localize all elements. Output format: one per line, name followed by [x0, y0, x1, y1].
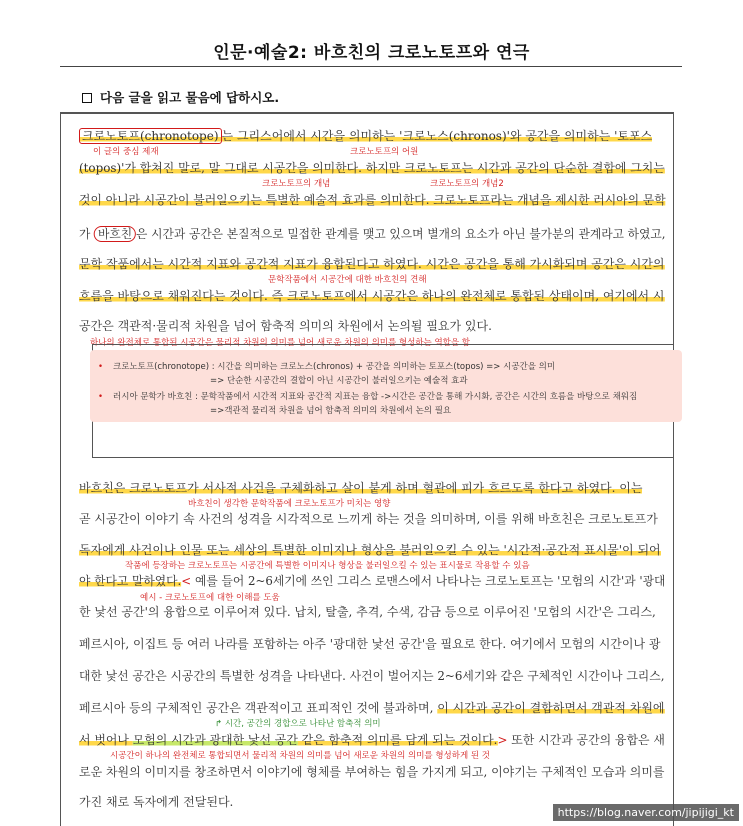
passage-line: 한 낯선 공간'의 융합으로 이루어져 있다. 납치, 탈출, 추격, 수색, 감금 등으로 이루어진 '모험의 시간'은 그리스, [79, 605, 656, 619]
annotation: 크로노토프의 어원 [350, 147, 419, 157]
passage-line: 바흐친은 크로노토프가 서사적 사건을 구체화하고 살이 붙게 하며 혈관에 피가 흐르도록 한다고 하였다. 이는 [79, 481, 643, 495]
term-chronotope: 크로노토프(chronotope) [79, 128, 222, 144]
annotation: ↱ 시간, 공간의 경합으로 나타난 함축적 의미 [215, 719, 381, 729]
passage-line: 로운 차원의 이미지를 창조하면서 이야기에 형체를 부여하는 힘을 가지게 되고, 이야기는 구체적인 모습과 의미를 [79, 765, 665, 779]
instruction [82, 88, 279, 106]
passage-line: 독자에게 사건이나 인물 또는 세상의 특별한 이미지나 형상을 불러일으킬 수 있는 '시간적·공간적 표시물'이 되어 [79, 543, 661, 557]
passage-line: 페르시아 등의 구체적인 공간은 객관적이고 표피적인 것에 불과하며, 이 시간과 공간이 결합하면서 객관적 차원에 [79, 701, 665, 715]
passage-line: 가 바흐친 은 시간과 공간은 본질적으로 밀접한 관계를 맺고 있으며 별개의 요소가 아닌 불가분의 관계라고 하였고, [79, 227, 666, 241]
instruction-text: 다음 글을 읽고 물음에 답하시오. [100, 90, 280, 105]
source-credit: https://blog.naver.com/jipijigi_kt [553, 804, 739, 821]
passage-line: 크로노토프(chronotope) 는 그리스어에서 시간을 의미하는 '크로노스(chronos)'와 공간을 의미하는 '토포스 [79, 130, 663, 142]
annotation: 문학작품에서 시공간에 대한 바흐친의 견해 [268, 275, 427, 285]
note-row: • 러시아 문학가 바흐친 : 문학작품에서 시간적 지표와 공간적 지표는 융합 ->시간은 공간을 통해 가시화, 공간은 시간의 흐름을 바탕으로 채워짐 [98, 392, 638, 402]
note-row: => 단순한 시공간의 결합이 아닌 시공간이 불러일으키는 예술적 효과 [210, 376, 468, 386]
annotation: 바흐친이 생각한 문학작품에 크로노토프가 미치는 영향 [188, 499, 391, 509]
annotation: 이 글의 중심 제재 [93, 147, 159, 157]
square-bullet-icon [82, 93, 92, 103]
annotation: 작품에 등장하는 크로노토프는 시공간에 특별한 이미지나 형상을 불러일으킬 수 있는 표시물로 작용할 수 있음 [125, 561, 530, 571]
annotation: 크로노토프의 개념2 [430, 179, 504, 189]
passage-line: 문학 작품에서는 시간적 지표와 공간적 지표가 융합된다고 하였다. 시간은 공간을 통해 가시화되며 공간은 시간의 [79, 257, 665, 271]
arrow-icon: ↱ [215, 719, 225, 729]
page-title: 인문·예술2: 바흐친의 크로노토프와 연극 [213, 43, 530, 63]
passage-line: 것이 아니라 시공간이 불러일으키는 특별한 예술적 효과를 의미한다. 크로노토프라는 개념을 제시한 러시아의 문학 [79, 193, 666, 207]
passage-line: 가진 채로 독자에게 전달된다. [79, 795, 234, 809]
passage-line: (topos)'가 합쳐진 말로, 말 그대로 시공간을 의미한다. 하지만 크로노토프는 시간과 공간의 단순한 결합에 그치는 [79, 161, 665, 175]
passage-line: 공간은 객관적·물리적 차원을 넘어 함축적 의미의 차원에서 논의될 필요가 있다. [79, 319, 492, 333]
term-bakhtin: 바흐친 [94, 226, 136, 242]
note-row: =>객관적 물리적 차원을 넘어 함축적 의미의 차원에서 논의 필요 [210, 406, 452, 416]
summary-note [90, 350, 682, 422]
annotation: 크로노토프의 개념 [262, 179, 331, 189]
passage-line: 야 한다고 말하였다.< 예를 들어 2~6세기에 쓰인 그리스 로맨스에서 나타나는 크로노토프는 '모험의 시간'과 '광대 [79, 574, 666, 588]
annotation: 시공간이 하나의 완전체로 통합되면서 물리적 차원의 의미를 넘어 새로운 차원의 의미를 형성하게 된 것 [110, 751, 490, 761]
passage-line: 페르시아, 이집트 등 여러 나라를 포함하는 아주 '광대한 낯선 공간'을 필요로 한다. 여기에서 모험의 시간이나 광 [79, 637, 661, 651]
angle-bracket-icon: > [497, 733, 508, 747]
passage-line: 대한 낯선 공간은 시공간의 특별한 성격을 나타낸다. 사건이 벌어지는 2~6세기와 같은 구체적인 시간이나 그리스, [79, 669, 665, 683]
note-row: • 크로노토프(chronotope) : 시간을 의미하는 크로노스(chronos) + 공간을 의미하는 토포스(topos) => 시공간을 의미 [98, 362, 556, 372]
passage-line: 흐름을 바탕으로 채워진다는 것이다. 즉 크로노토프에서 시공간은 하나의 완전체로 통합된 상태이며, 여기에서 시 [79, 289, 665, 303]
passage-line: 곧 시공간이 이야기 속 사건의 성격을 시각적으로 느끼게 하는 것을 의미하며, 이를 위해 바흐친은 크로노토프가 [79, 512, 658, 526]
angle-bracket-icon: < [181, 574, 192, 588]
annotation: 예시 - 크로노토프에 대한 이해를 도움 [140, 593, 280, 603]
passage-line: 서 벗어나 모험의 시간과 광대한 낯선 공간 같은 함축적 의미를 담게 되는 것이다.> 또한 시간과 공간의 융합은 새 [79, 733, 665, 747]
title-rule [60, 66, 682, 67]
annotation: 하나의 완전체로 통합된 시공간은 물리적 차원의 의미를 넘어 새로운 차원의 의미를 형성하는 역할을 함 [90, 338, 470, 348]
